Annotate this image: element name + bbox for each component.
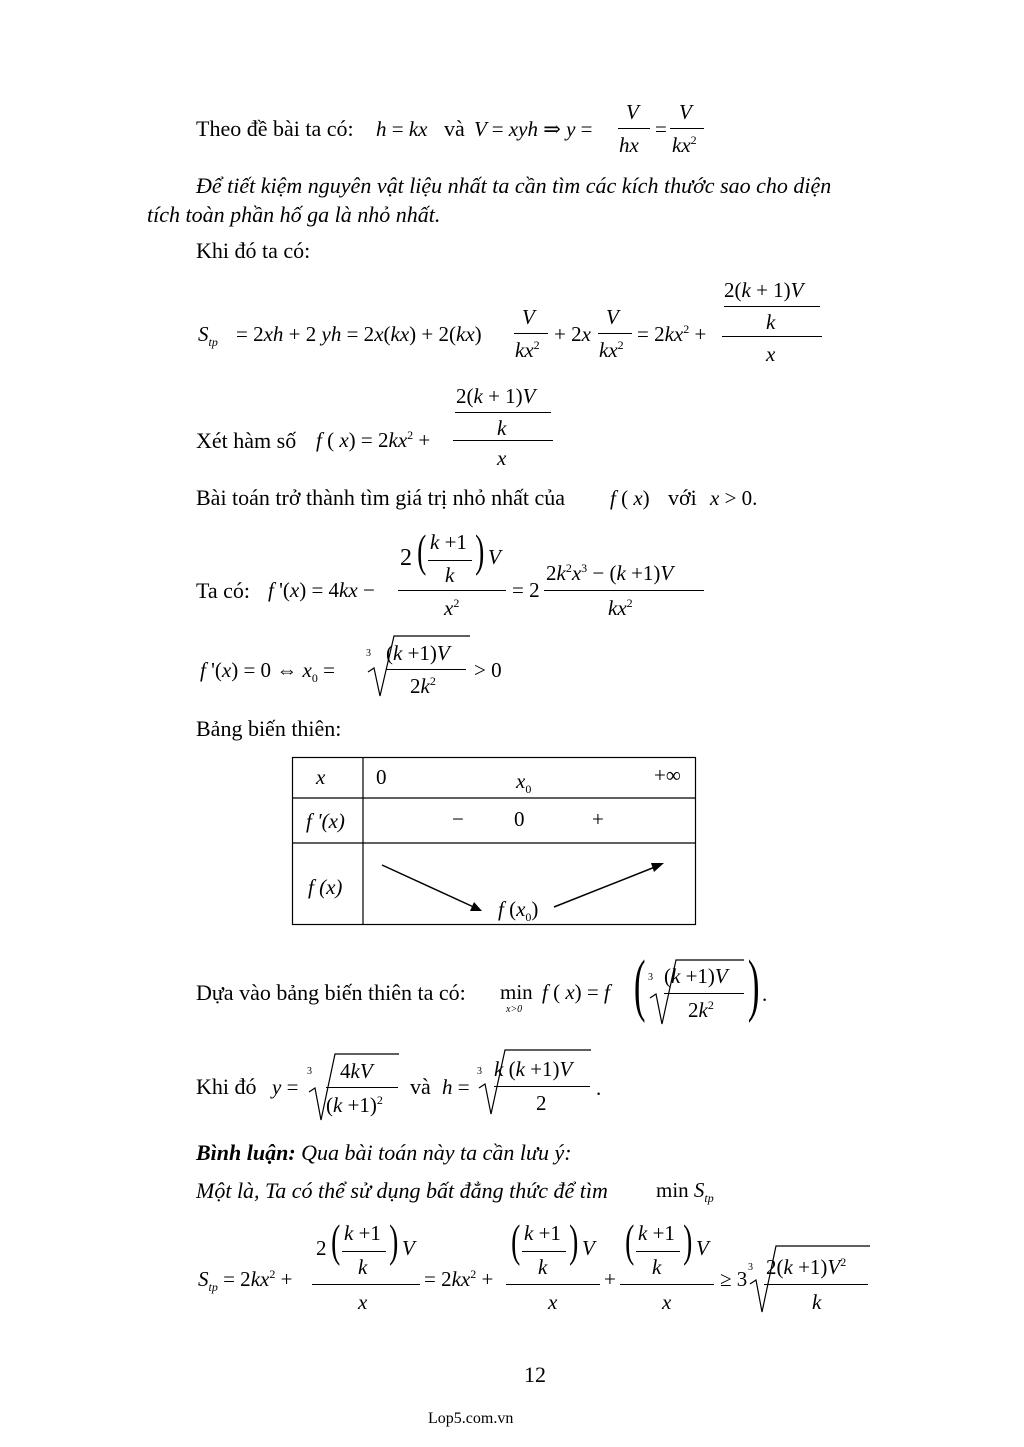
and-text: và [444,116,465,141]
problem-becomes-text: Bài toán trở thành tìm giá trị nhỏ nhất của [196,485,566,510]
table-derivative-zero: 0 [514,807,525,831]
intro-text: Theo đề bài ta có: [196,116,354,141]
table-x-start: 0 [376,765,387,789]
we-have-text: Ta có: [196,578,251,603]
page-number: 12 [524,1362,546,1387]
para-saving-line1: Để tiết kiệm nguyên vật liệu nhất ta cần tìm các kích thước sao cho diện [196,173,832,198]
para-saving-line2: tích toàn phần hố ga là nhỏ nhất. [147,202,441,227]
then-y-text: Khi đó [196,1074,257,1099]
based-on-table-text: Dựa vào bảng biến thiên ta có: [196,980,466,1005]
formula-stp: $S_{tp}$ [198,322,218,350]
comment-line2: Một là, Ta có thể sử dụng bất đẳng thức để tìm [196,1178,608,1203]
comment-text: Qua bài toán này ta cần lưu ý: [301,1140,572,1165]
formula-h-kx: h = kx [376,117,428,141]
table-x-label: x [316,765,326,789]
formula-inequality: $S_{tp} = 2kx^2$ + [198,1267,293,1295]
formula-derivative: f '(x) = 4kx − [268,578,375,602]
table-function-label: f (x) [308,875,343,899]
table-derivative-label: f '(x) [306,809,345,833]
table-x0: $x_0$ [516,769,532,797]
consider-function-text: Xét hàm số [196,428,297,453]
table-x-end: +∞ [654,763,681,787]
formula-fx: f ( $x) = 2kx^2$ + [316,428,431,452]
formula-v-xyh: V = xyh ⇒ y = [474,117,593,141]
comment-line [196,1140,572,1166]
formula-min: min [500,980,533,1004]
footer-site: Lop5.com.vn [428,1410,514,1427]
table-sign-plus: + [592,807,604,831]
with-text: với [668,485,697,510]
formula-critical-point: f '(x) = 0 ⇔ $x_0$ = [200,658,335,686]
table-sign-minus: − [452,807,464,831]
then-text: Khi đó ta có: [196,238,311,263]
comment-label: Bình luận: [196,1140,296,1165]
variation-table-title: Bảng biến thiên: [196,716,342,741]
and-h-text: và [410,1074,431,1099]
table-min-value: f $(x_0)$ [498,897,539,925]
variation-table [292,757,696,925]
